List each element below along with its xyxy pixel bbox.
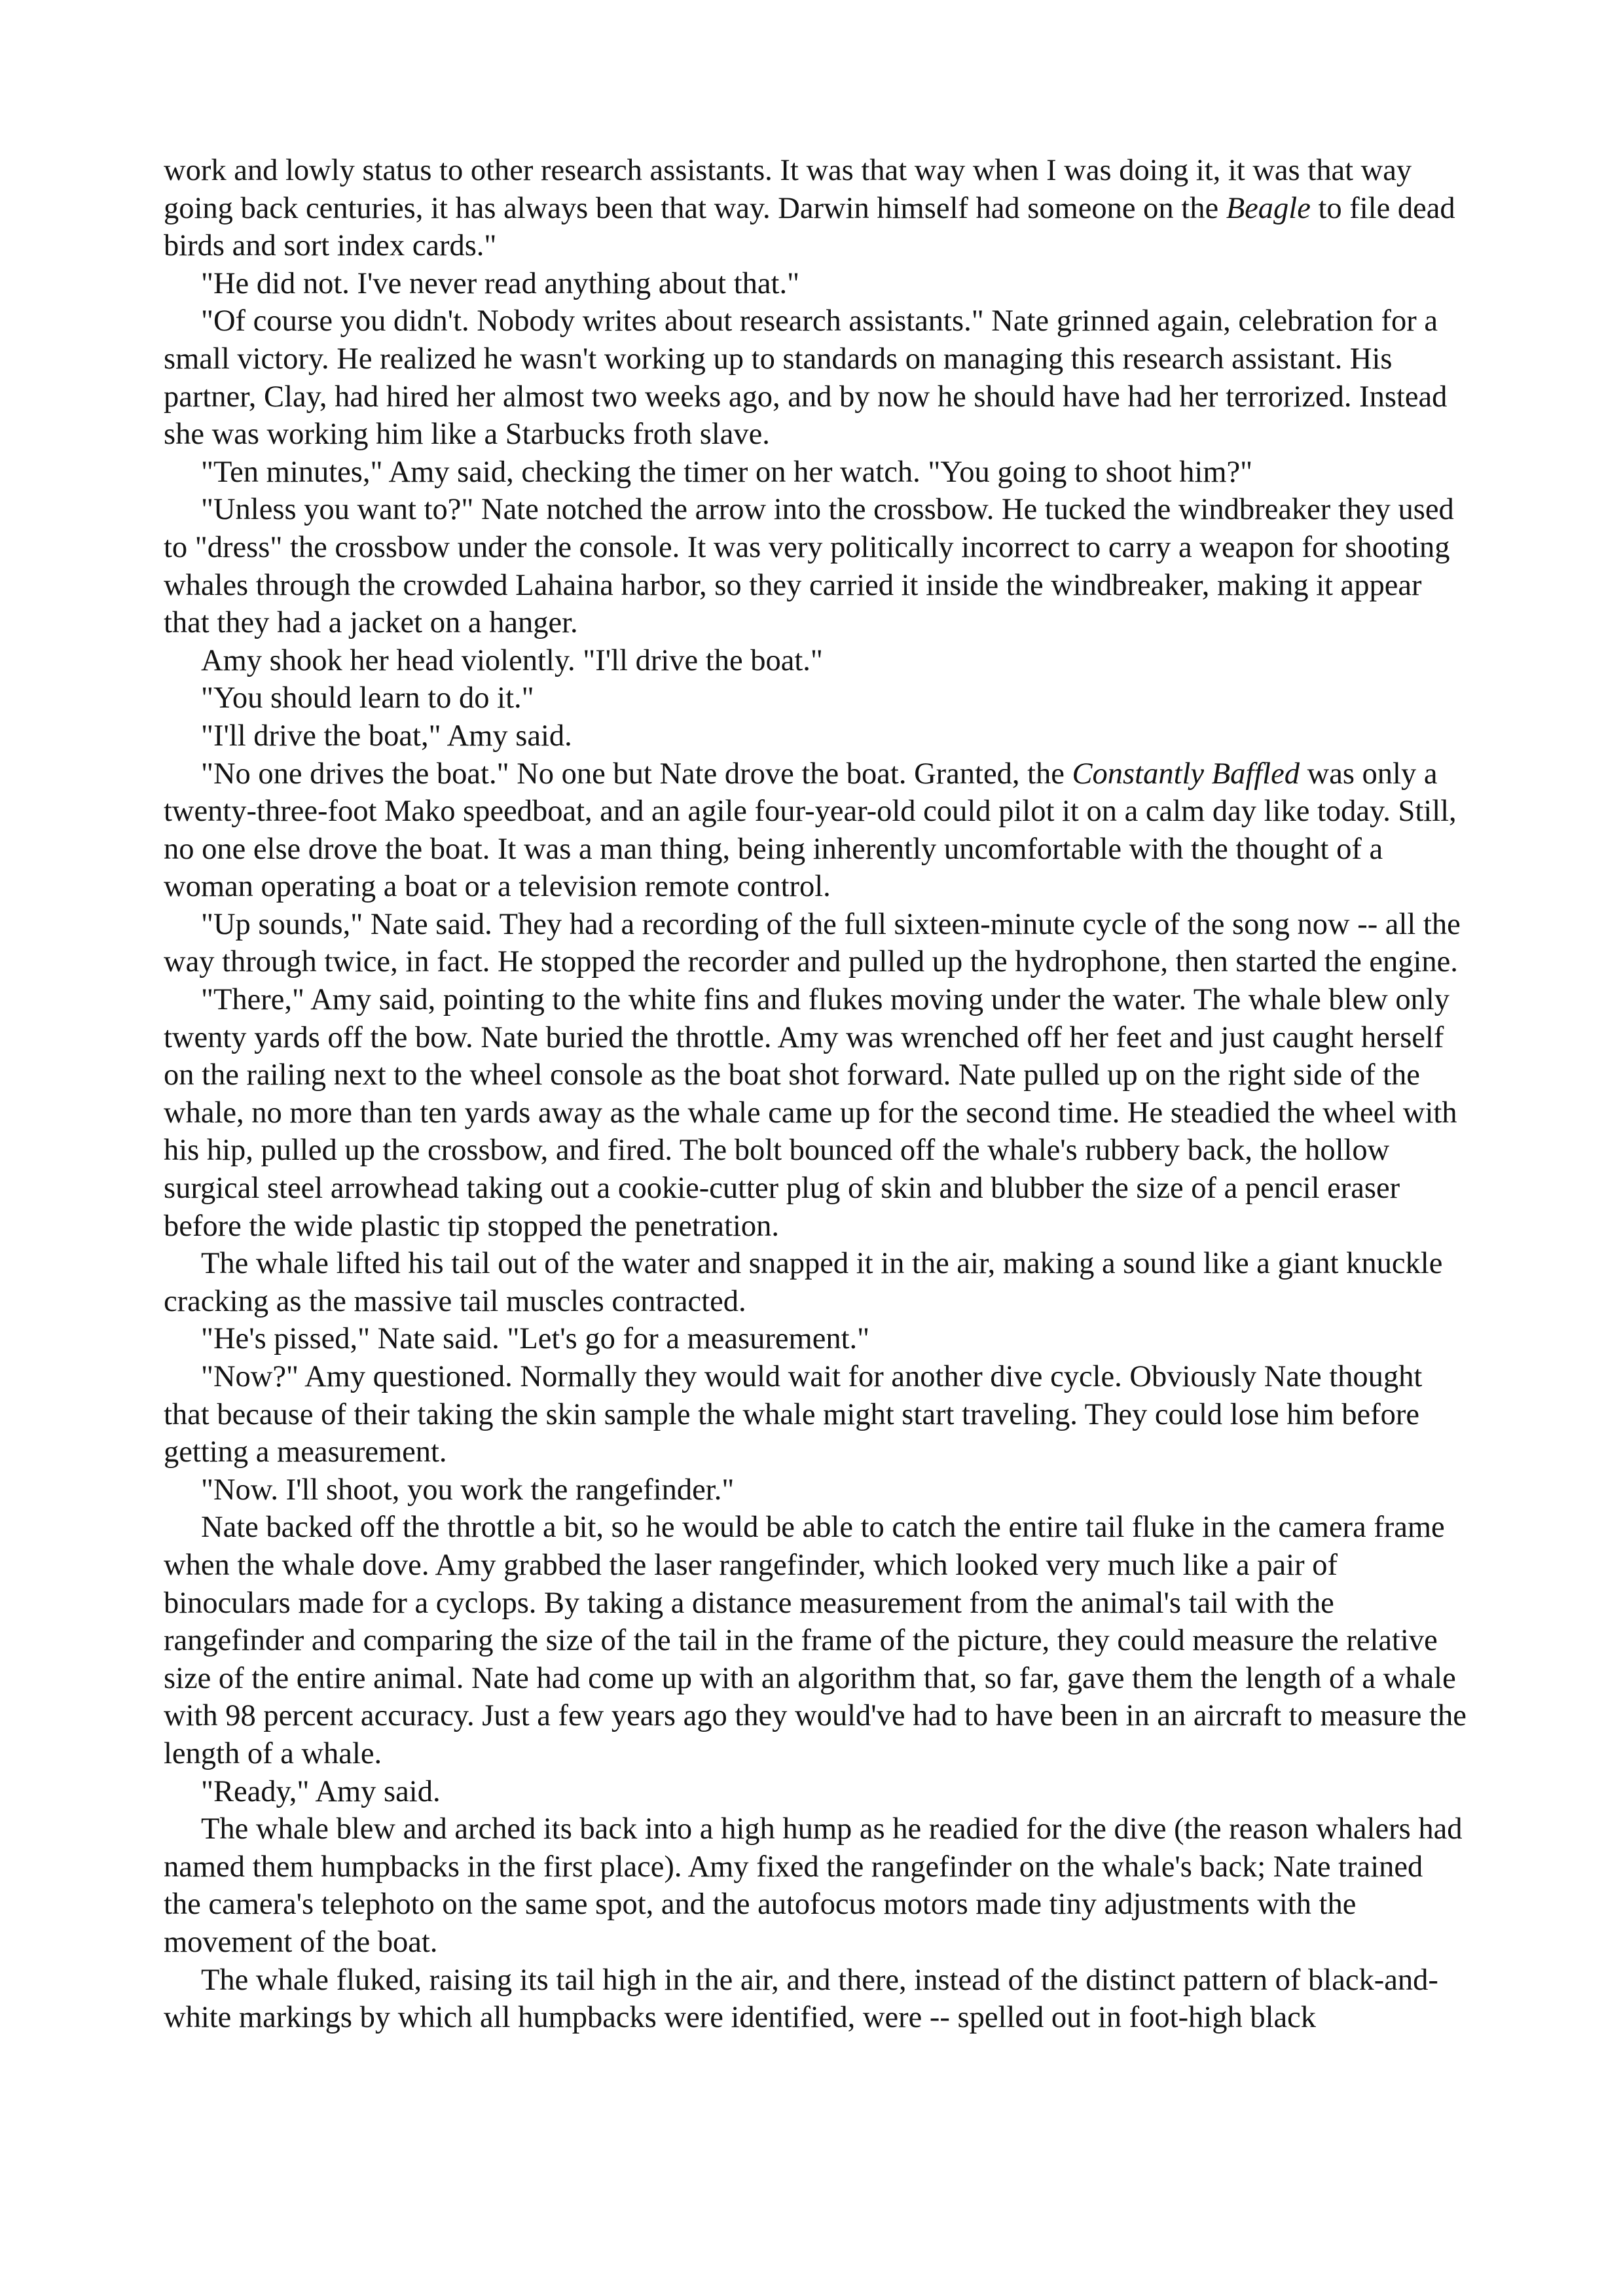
paragraph-p15 [164,1471,1467,1509]
paragraph-p5 [164,491,1467,641]
paragraph-p11 [164,981,1467,1245]
text-run: "Now. I'll shoot, you work the rangefinder." [201,1473,735,1507]
text-run: "I'll drive the boat," Amy said. [201,719,572,753]
text-run: "There," Amy said, pointing to the white fins and flukes moving under the water. The whale blew only twenty yards off the bow. Nate buried the throttle. Amy was wrenched off her feet and just caught herself on the railing next to the wheel console as the boat shot forward. Nate pulled up on the right side of the whale, no more than ten yards away as the whale came up for the second time. He steadied the wheel with his hip, pulled up the crossbow, and fired. The bolt bounced off the whale's rubbery back, the hollow surgical steel arrowhead taking out a cookie-cutter plug of skin and blubber the size of a pencil eraser before the wide plastic tip stopped the penetration. [164,983,1457,1243]
paragraph-p2 [164,265,1467,303]
paragraph-p3 [164,302,1467,453]
paragraph-p9 [164,755,1467,906]
text-run: Amy shook her head violently. "I'll drive the boat." [201,643,823,677]
paragraph-p7 [164,679,1467,717]
paragraph-p4 [164,454,1467,492]
paragraph-p14 [164,1358,1467,1471]
text-run: work and lowly status to other research assistants. It was that way when I was doing it, it was that way going back centuries, it has always been that way. Darwin himself had someone on the [164,154,1412,225]
text-run: "Up sounds," Nate said. They had a recording of the full sixteen-minute cycle of the song now -- all the way through twice, in fact. He stopped the recorder and pulled up the hydrophone, then started the engine. [164,907,1461,979]
paragraph-p1 [164,152,1467,265]
text-run: "No one drives the boat." No one but Nate drove the boat. Granted, the [201,757,1072,791]
text-run: "Unless you want to?" Nate notched the arrow into the crossbow. He tucked the windbreaker they used to "dress" the crossbow under the console. It was very politically incorrect to carry a weapon for shooting whales through the crowded Lahaina harbor, so they carried it inside the windbreaker, making it appear that they had a jacket on a hanger. [164,493,1454,640]
text-run: "Ready," Amy said. [201,1774,441,1808]
text-run: "He did not. I've never read anything about that." [201,266,800,300]
text-run: "You should learn to do it." [201,681,534,715]
paragraph-p12 [164,1245,1467,1320]
italic-title: Beagle [1226,191,1311,225]
paragraph-p16 [164,1509,1467,1772]
paragraph-p6 [164,642,1467,680]
italic-title: Constantly Baffled [1072,757,1300,791]
paragraph-p19 [164,1962,1467,2037]
text-run: The whale fluked, raising its tail high in the air, and there, instead of the distinct pattern of black-and-white markings by which all humpbacks were identified, were -- spelled out in foot-high black [164,1963,1438,2035]
paragraph-p18 [164,1810,1467,1961]
text-run: "Of course you didn't. Nobody writes about research assistants." Nate grinned again, celebration for a small victory. He realized he wasn't working up to standards on managing this research assistant. His partner, Clay, had hired her almost two weeks ago, and by now he should have had her terrorized. Instead she was working him like a Starbucks froth slave. [164,304,1448,452]
text-run: to file dead birds and sort index cards." [164,191,1455,263]
text-run: The whale blew and arched its back into a high hump as he readied for the dive (the reason whalers had named them humpbacks in the first place). Amy fixed the rangefinder on the whale's back; Nate trained the camera's telephoto on the same spot, and the autofocus motors made tiny adjustments with the movement of the boat. [164,1812,1463,1959]
text-run: Nate backed off the throttle a bit, so he would be able to catch the entire tail fluke in the camera frame when the whale dove. Amy grabbed the laser rangefinder, which looked very much like a pair of binoculars made for a cyclops. By taking a distance measurement from the animal's tail with the rangefinder and comparing the size of the tail in the frame of the picture, they could measure the relative size of the entire animal. Nate had come up with an algorithm that, so far, gave them the length of a whale with 98 percent accuracy. Just a few years ago they would've had to have been in an aircraft to measure the length of a whale. [164,1511,1467,1770]
paragraph-p10 [164,906,1467,981]
text-run: was only a twenty-three-foot Mako speedboat, and an agile four-year-old could pilot it on a calm day like today. Still, no one else drove the boat. It was a man thing, being inherently uncomfortable with the thought of a woman operating a boat or a television remote control. [164,757,1457,904]
text-run: "Ten minutes," Amy said, checking the timer on her watch. "You going to shoot him?" [201,455,1253,489]
paragraph-p13 [164,1320,1467,1358]
paragraph-p17 [164,1773,1467,1811]
text-run: "Now?" Amy questioned. Normally they would wait for another dive cycle. Obviously Nate thought that because of their taking the skin sample the whale might start traveling. They could lose him before getting a measurement. [164,1360,1423,1469]
paragraph-p8 [164,717,1467,755]
text-run: The whale lifted his tail out of the water and snapped it in the air, making a sound like a giant knuckle cracking as the massive tail muscles contracted. [164,1247,1443,1318]
page-body [164,152,1467,2037]
text-run: "He's pissed," Nate said. "Let's go for a measurement." [201,1322,870,1356]
